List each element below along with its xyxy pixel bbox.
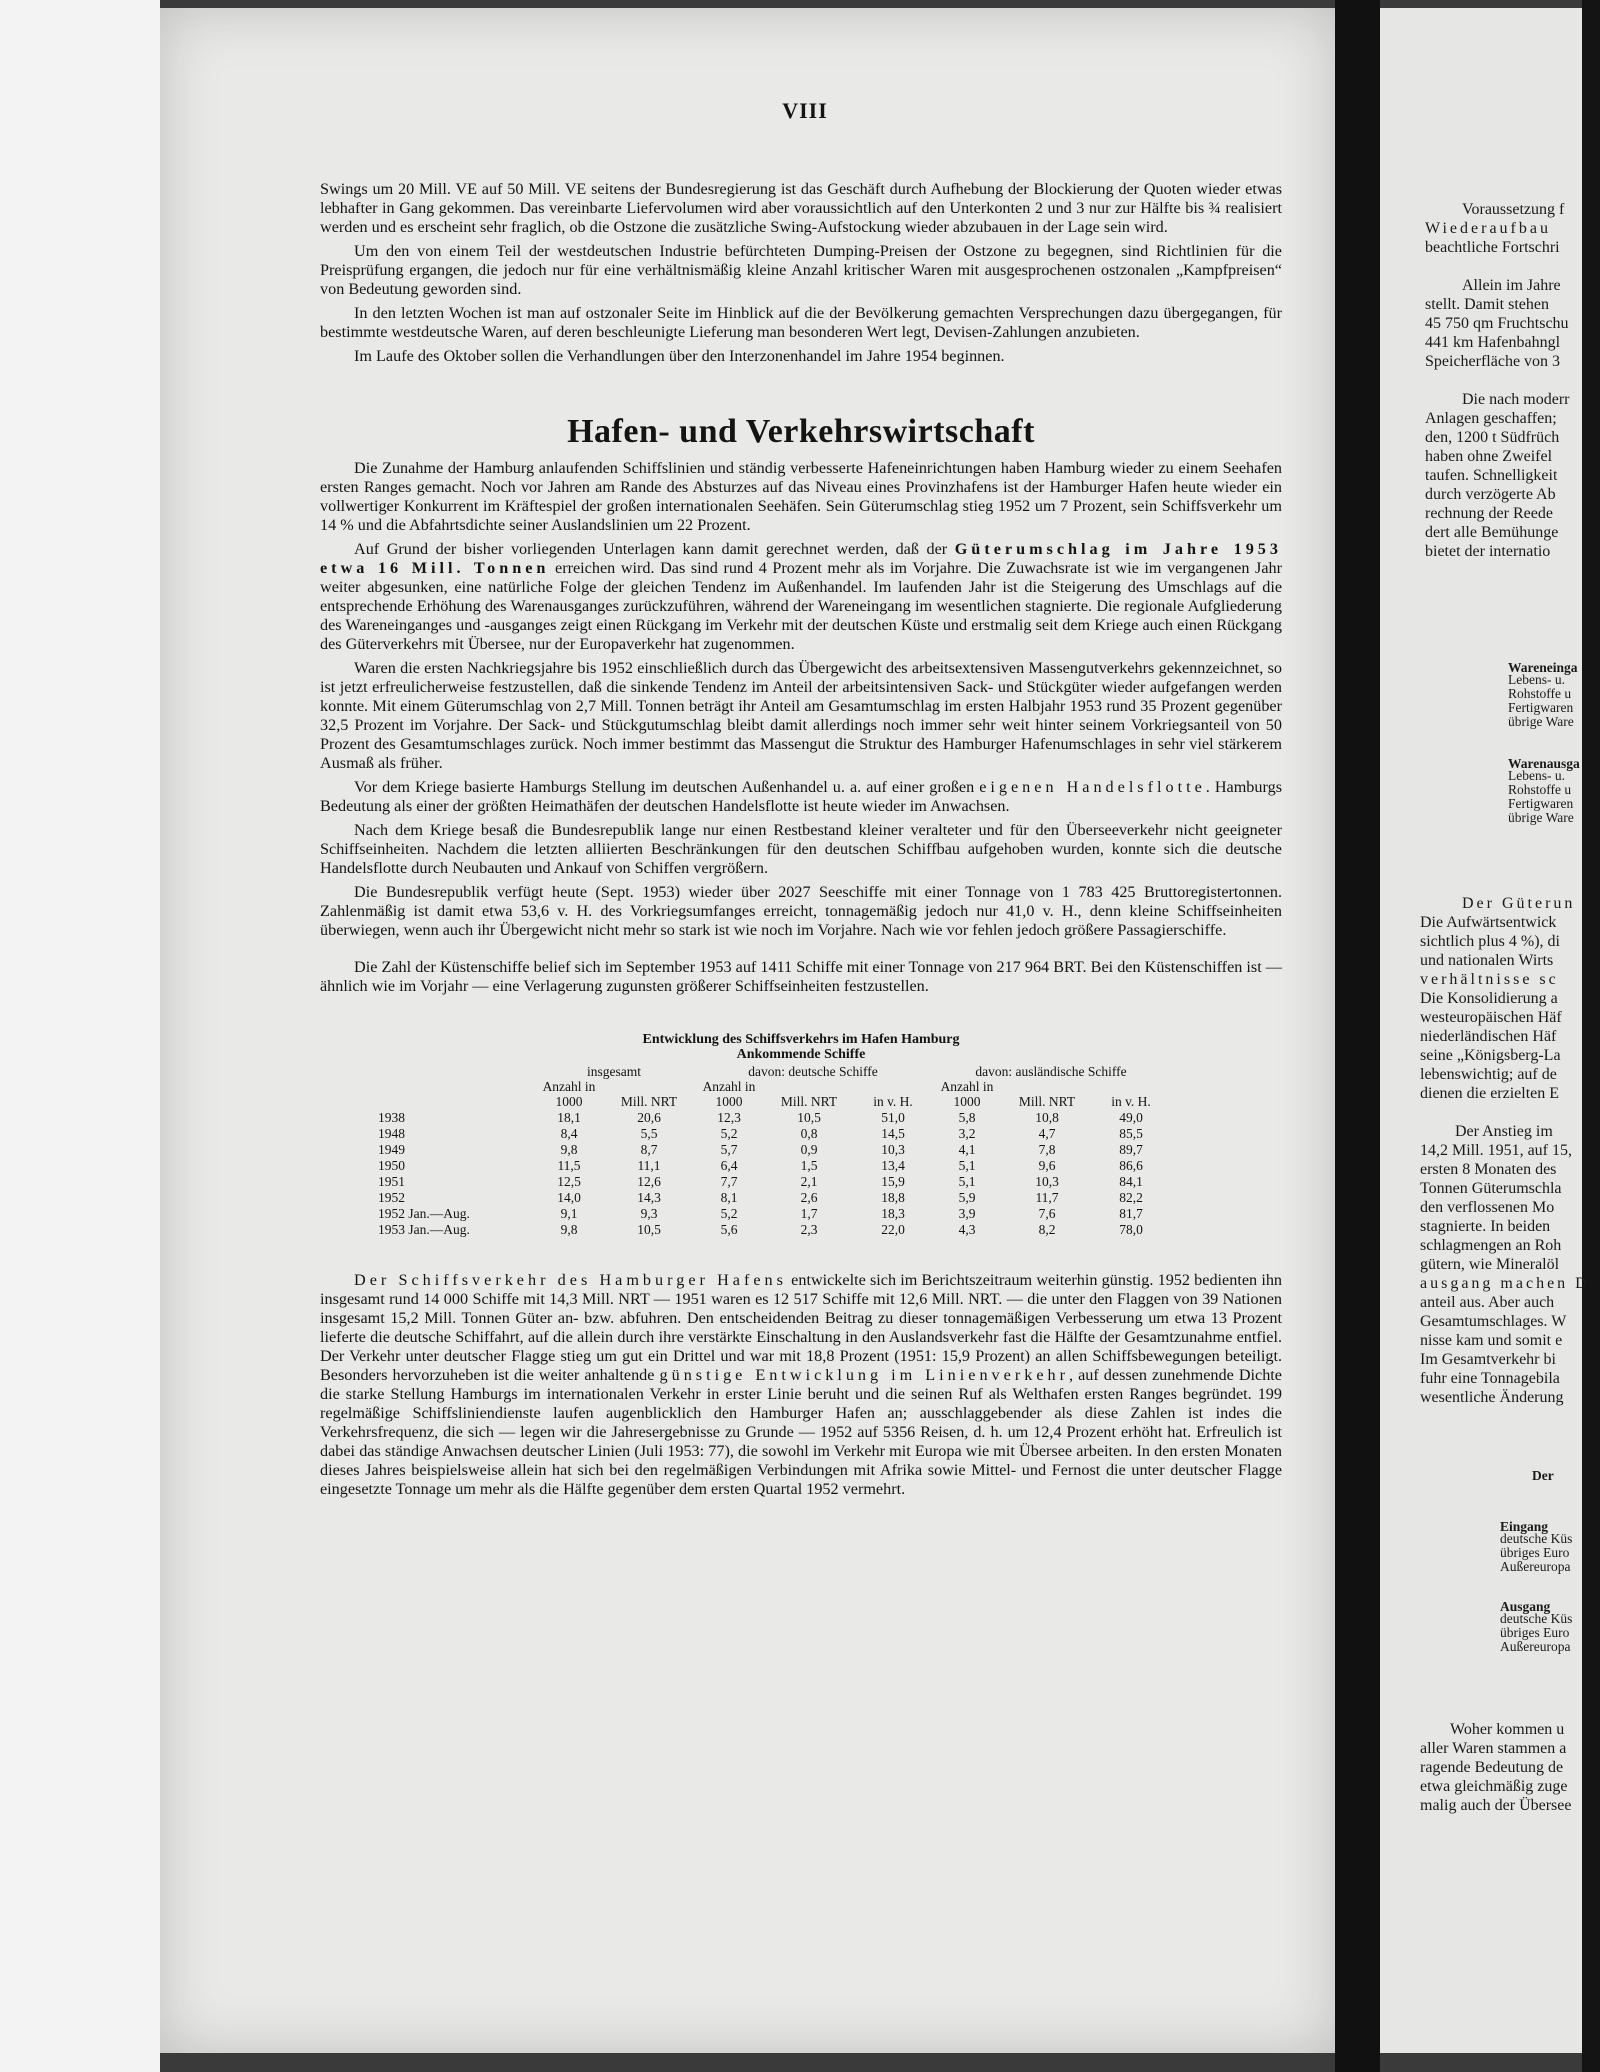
table-cell: 49,0 (1119, 1110, 1143, 1125)
right-line: Anlagen geschaffen; (1425, 410, 1557, 427)
paragraph-3: Waren die ersten Nachkriegsjahre bis 1952 einschließlich durch das Übergewicht des arbeitsextensiven Massengutverkehrs gekennzeichnet, so ist jetzt erfreulicherweise festzustellen, daß die sinkende Tendenz im Anteil der arbeitsintensiven Sack- und Stückgüter wieder aufgefangen werden konnte. Mit einem Güterumschlag von 2,7 Mill. Tonnen beträgt ihr Anteil am Gesamtumschlag im ersten Halbjahr 1953 rund 35 Prozent gegenüber 32,5 Prozent im Vorjahre. Der Sack- und Stückgutumschlag bleibt damit allerdings noch immer sehr weit hinter seinem Vorkriegsanteil von 50 Prozent des Gesamtumschlages zurück. Noch immer bestimmt das Massengut die Struktur des Hamburger Hafenumschlages in sehr viel stärkerem Ausmaß als früher. (320, 659, 1282, 772)
column-header: Mill. NRT (780, 1094, 838, 1109)
right-line: dienen die erzielten E (1420, 1085, 1560, 1102)
section-heading: Hafen- und Verkehrswirtschaft (567, 413, 1035, 450)
table-cell: 18,1 (557, 1110, 581, 1125)
table-cell: 7,8 (1038, 1142, 1056, 1157)
right-line: westeuropäischen Häf (1420, 1009, 1562, 1026)
column-header: Anzahl in 1000 (702, 1079, 756, 1109)
right-line: aller Waren stammen a (1420, 1740, 1567, 1757)
table-cell: 4,1 (958, 1142, 976, 1157)
right-line: Die nach moderr (1462, 391, 1570, 408)
paragraph-4: Vor dem Kriege basierte Hamburgs Stellung im deutschen Außenhandel u. a. auf einer großen eigenen Handelsflotte. Hamburgs Bedeutung als einer der größten Heimathäfen der deutschen Handelsflotte ist heute wieder im Anwachsen. (320, 778, 1282, 815)
page-number: VIII (782, 98, 828, 123)
table-row (378, 1205, 1170, 1221)
table-cell: 9,3 (640, 1206, 658, 1221)
right-line: seine „Königsberg-La (1420, 1047, 1561, 1064)
table-title: Entwicklung des Schiffsverkehrs im Hafen Hamburg (642, 1032, 960, 1047)
row-label: 1949 (378, 1142, 405, 1157)
emphasis-handelsflotte: eigenen Handelsflotte (979, 778, 1206, 796)
right-line: beachtliche Fortschri (1425, 239, 1560, 256)
row-label: 1953 Jan.—Aug. (378, 1222, 470, 1237)
table-cell: 85,5 (1119, 1126, 1143, 1141)
table-cell: 12,5 (557, 1174, 581, 1189)
table-cell: 9,6 (1038, 1158, 1056, 1173)
right-line: etwa gleichmäßig zuge (1420, 1778, 1568, 1795)
right-line: haben ohne Zweifel (1425, 448, 1553, 465)
table-cell: 22,0 (881, 1222, 905, 1237)
table-cell: 4,7 (1038, 1126, 1056, 1141)
emphasis-gueterumschlag: Güterumschlag im Jahre 1953 etwa 16 Mill. Tonnen (320, 540, 1282, 577)
paragraph-1: Die Zunahme der Hamburg anlaufenden Schiffslinien und ständig verbesserte Hafeneinrichtungen haben Hamburg wieder zu einem Seehafen ersten Ranges gemacht. Noch vor Jahren am Rande des Absturzes auf das Niveau eines Provinzhafens ist der Hamburger Hafen heute wieder ein vollwertiger Konkurrent im Kräftespiel der großen internationalen Seehäfen. Sein Güterumschlag stieg 1952 um 7 Prozent, sein Schiffsverkehr um 14 % und die Abfahrtsdichte seiner Auslandslinien um 22 Prozent. (320, 459, 1282, 534)
emphasis-linienverkehr: günstige Entwicklung im Linienverkehr (659, 1366, 1069, 1384)
table-cell: 3,2 (958, 1126, 976, 1141)
right-table-row: übrige Ware (1508, 714, 1574, 729)
table-cell: 8,7 (640, 1142, 658, 1157)
table-cell: 10,5 (637, 1222, 661, 1237)
paragraph-8: Der Schiffsverkehr des Hamburger Hafens entwickelte sich im Berichtszeitraum weiterhin günstig. 1952 bedienten ihn insgesamt rund 14 000 Schiffe mit 14,3 Mill. NRT — 1951 waren es 12 517 Schiffe mit 12,6 Mill. NRT. — die unter den Flaggen von 39 Nationen insgesamt 15,2 Mill. Tonnen Güter an- bzw. abfuhren. Den entscheidenden Beitrag zu dieser tonnagemäßigen Verbesserung um etwa 13 Prozent lieferte die deutsche Schiffahrt, auf die allein durch ihre verstärkte Einschaltung in den Auslandsverkehr fast die Hälfte der Gesamtzunahme entfiel. Der Verkehr unter deutscher Flagge stieg um gut ein Drittel und war mit 18,8 Prozent (1951: 15,9 Prozent) an allen Schiffsbewegungen beteiligt. Besonders hervorzuheben ist die weiter anhaltende günstige Entwicklung im Linienverkehr, auf dessen zunehmende Dichte die starke Stellung Hamburgs im internationalen Verkehr in erster Linie beruht und die seinen Ruf als Welthafen ersten Ranges begründet. 199 regelmäßige Schiffsliniendienste laufen augenblicklich den Hamburger Hafen an; ausschlaggebender als diese Zahlen ist indes die Verkehrsfrequenz, die sich — legen wir die Jahresergebnisse zu Grunde — 1952 auf 5356 Reisen, d. h. um 12,4 Prozent erhöht hat. Erfreulich ist dabei das ständige Anwachsen deutscher Linien (Juli 1953: 77), die sowohl im Verkehr mit Europa wie mit Übersee arbeiten. In den ersten Monaten dieses Jahres beispielsweise allein hat sich bei den regelmäßigen Verbindungen mit Afrika sowie Mittel- und Fernost die unter deutscher Flagge eingesetzte Tonnage um mehr als die Hälfte gegenüber dem ersten Quartal 1952 vermehrt. (320, 1271, 1283, 1498)
table-cell: 5,1 (958, 1158, 976, 1173)
table-cell: 11,1 (637, 1158, 661, 1173)
table-cell: 12,6 (637, 1174, 661, 1189)
intro-paragraph-2: Um den von einem Teil der westdeutschen Industrie befürchteten Dumping-Preisen der Ostzone zu begegnen, sind Richtlinien für die Preisprüfung ergangen, die jedoch nur für eine verhältnismäßig kleine Anzahl kritischer Waren mit ausgesprochenen ostzonalen „Kampfpreisen“ von Bedeutung geworden sind. (320, 242, 1282, 298)
right-line: Voraussetzung f (1462, 201, 1565, 218)
paragraph-7: Die Zahl der Küstenschiffe belief sich im September 1953 auf 1411 Schiffe mit einer Tonnage von 217 964 BRT. Bei den Küstenschiffen ist — ähnlich wie im Vorjahr — eine Verlagerung zugunsten größerer Schiffseinheiten festzustellen. (320, 958, 1282, 995)
column-header: Anzahl in 1000 (542, 1079, 596, 1109)
right-line: 14,2 Mill. 1951, auf 15, (1420, 1142, 1572, 1159)
right-line: dert alle Bemühunge (1425, 524, 1559, 541)
table-row (378, 1157, 1170, 1173)
right-line: Woher kommen u (1450, 1721, 1565, 1738)
table-cell: 11,7 (1035, 1190, 1059, 1205)
main-text-column (320, 180, 1282, 1499)
table-cell: 9,8 (560, 1142, 578, 1157)
table-cell: 5,8 (958, 1110, 976, 1125)
table-cell: 7,6 (1038, 1206, 1056, 1221)
right-table-row: Fertigwaren (1508, 700, 1574, 715)
right-table-heading: Ausgang (1500, 1599, 1551, 1614)
table-cell: 5,2 (720, 1206, 738, 1221)
intro-paragraph-3: In den letzten Wochen ist man auf ostzonaler Seite im Hinblick auf die der Bevölkerung gemachten Versprechungen dazu übergegangen, für bestimmte westdeutsche Waren, auf deren beschleunigte Lieferung man besonderen Wert legt, Devisen-Zahlungen anzubieten. (320, 304, 1282, 341)
right-line: Der Anstieg im (1455, 1123, 1553, 1140)
right-line: taufen. Schnelligkeit (1425, 467, 1558, 484)
table-cell: 8,1 (720, 1190, 738, 1205)
table-cell: 9,8 (560, 1222, 578, 1237)
table-cell: 5,5 (640, 1126, 658, 1141)
table-cell: 89,7 (1119, 1142, 1143, 1157)
table-cell: 86,6 (1119, 1158, 1143, 1173)
row-label: 1952 (378, 1190, 405, 1205)
table-cell: 5,6 (720, 1222, 738, 1237)
table-cell: 5,7 (720, 1142, 738, 1157)
table-row (378, 1125, 1170, 1141)
right-line: Die Aufwärtsentwick (1420, 914, 1557, 931)
table-cell: 81,7 (1119, 1206, 1143, 1221)
right-line: sichtlich plus 4 %), di (1420, 933, 1560, 950)
table-cell: 4,3 (958, 1222, 976, 1237)
right-line: wesentliche Änderung (1420, 1389, 1564, 1406)
table-cell: 11,5 (557, 1158, 581, 1173)
table-cell: 18,3 (881, 1206, 905, 1221)
right-table-row: übriges Euro (1500, 1625, 1570, 1640)
row-label: 1938 (378, 1110, 405, 1125)
table-cell: 14,3 (637, 1190, 661, 1205)
right-line: anteil aus. Aber auch (1420, 1294, 1555, 1311)
table-row (378, 1189, 1170, 1205)
table-row (378, 1221, 1170, 1237)
right-line: den verflossenen Mo (1420, 1199, 1555, 1216)
right-line: 45 750 qm Fruchtschu (1425, 315, 1569, 332)
right-line: Im Gesamtverkehr bi (1420, 1351, 1556, 1368)
table-cell: 0,9 (800, 1142, 818, 1157)
right-table-heading: Warenausga (1508, 756, 1580, 771)
right-line: niederländischen Häf (1420, 1028, 1557, 1045)
table-cell: 82,2 (1119, 1190, 1143, 1205)
right-line: Der Güterun (1462, 895, 1576, 912)
table-row (378, 1109, 1170, 1125)
table-cell: 13,4 (881, 1158, 905, 1173)
group-header-total: insgesamt (587, 1064, 641, 1079)
right-line: stagnierte. In beiden (1420, 1218, 1551, 1235)
right-line: ragende Bedeutung de (1420, 1759, 1564, 1776)
book-gutter (1335, 0, 1380, 2072)
table-cell: 10,3 (881, 1142, 905, 1157)
table-cell: 5,1 (958, 1174, 976, 1189)
group-header-foreign: davon: ausländische Schiffe (975, 1064, 1127, 1079)
right-line: ersten 8 Monaten des (1420, 1161, 1557, 1178)
table-cell: 20,6 (637, 1110, 661, 1125)
statistics-table (320, 1032, 1282, 1237)
table-cell: 6,4 (720, 1158, 738, 1173)
table-cell: 8,4 (560, 1126, 578, 1141)
right-line: den, 1200 t Südfrüch (1425, 429, 1560, 446)
right-line: Gesamtumschlages. W (1420, 1313, 1567, 1330)
table-cell: 2,6 (800, 1190, 818, 1205)
column-header: Mill. NRT (1018, 1094, 1076, 1109)
right-line: malig auch der Übersee (1420, 1797, 1572, 1814)
right-line: rechnung der Reede (1425, 505, 1553, 522)
column-header: Mill. NRT (620, 1094, 678, 1109)
table-cell: 8,2 (1038, 1222, 1056, 1237)
table-row (378, 1141, 1170, 1157)
table-cell: 2,1 (800, 1174, 818, 1189)
table-cell: 51,0 (881, 1110, 905, 1125)
right-table-row: Außereuropa (1500, 1639, 1571, 1654)
table-cell: 5,2 (720, 1126, 738, 1141)
right-table-row: Lebens- u. (1508, 768, 1565, 783)
table-cell: 10,5 (797, 1110, 821, 1125)
right-line: ausgang machen D (1420, 1275, 1590, 1292)
right-table-row: Fertigwaren (1508, 796, 1574, 811)
ship-traffic-table (378, 1064, 1170, 1237)
right-table-row: Rohstoffe u (1508, 782, 1572, 797)
table-cell: 78,0 (1119, 1222, 1143, 1237)
column-header: Anzahl in 1000 (940, 1079, 994, 1109)
right-line: Wiederaufbau (1425, 220, 1551, 237)
table-cell: 2,3 (800, 1222, 818, 1237)
right-table-row: deutsche Küs (1500, 1531, 1573, 1546)
column-header: in v. H. (873, 1094, 913, 1109)
table-cell: 0,8 (800, 1126, 818, 1141)
table-cell: 3,9 (958, 1206, 976, 1221)
right-line: gütern, wie Mineralöl (1420, 1256, 1560, 1273)
table-cell: 10,8 (1035, 1110, 1059, 1125)
right-line: durch verzögerte Ab (1425, 486, 1556, 503)
paragraph-2: Auf Grund der bisher vorliegenden Unterlagen kann damit gerechnet werden, daß der Güterumschlag im Jahre 1953 etwa 16 Mill. Tonnen erreichen wird. Das sind rund 4 Prozent mehr als im Vorjahre. Die Zuwachsrate ist wie im vergangenen Jahr weiter abgesunken, eine natürliche Folge der gleichen Tendenz im Außenhandel. Im laufenden Jahr ist die Steigerung des Umschlags auf die entsprechende Erhöhung des Warenausganges zurückzuführen, während der Wareneingang im wesentlichen stagnierte. Die regionale Aufgliederung des Wareneinganges und -ausganges zeigt einen Rückgang im Verkehr mit der deutschen Küste und erstmalig seit dem Kriege auch einen Rückgang des Güterverkehrs mit Übersee, nur der Europaverkehr hat zugenommen. (320, 540, 1282, 653)
right-table-row: deutsche Küs (1500, 1611, 1573, 1626)
right-table-row: übriges Euro (1500, 1545, 1570, 1560)
right-line: und nationalen Wirts (1420, 952, 1554, 969)
right-table-row: Rohstoffe u (1508, 686, 1572, 701)
table-cell: 12,3 (717, 1110, 741, 1125)
paragraph-5: Nach dem Kriege besaß die Bundesrepublik lange nur einen Restbestand kleiner veralteter und für den Überseeverkehr nicht geeigneter Schiffseinheiten. Nachdem die letzten alliierten Beschränkungen für den deutschen Schiffbau aufgehoben wurden, konnte sich die deutsche Handelsflotte durch Neubauten und Ankauf von Schiffen vergrößern. (320, 821, 1282, 877)
right-line: Die Konsolidierung a (1420, 990, 1558, 1007)
table-cell: 1,5 (800, 1158, 818, 1173)
table-cell: 7,7 (720, 1174, 738, 1189)
right-table-heading: Eingang (1500, 1519, 1549, 1534)
table-subtitle: Ankommende Schiffe (736, 1047, 866, 1062)
right-line: stellt. Damit stehen (1425, 296, 1549, 313)
row-label: 1952 Jan.—Aug. (378, 1206, 470, 1221)
table-cell: 14,5 (881, 1126, 905, 1141)
right-line: Tonnen Güterumschla (1420, 1180, 1562, 1197)
emphasis-schiffsverkehr: Der Schiffsverkehr des Hamburger Hafens (354, 1271, 787, 1289)
right-line: lebenswichtig; auf de (1420, 1066, 1557, 1083)
right-line: Speicherfläche von 3 (1425, 353, 1561, 370)
group-header-german: davon: deutsche Schiffe (748, 1064, 878, 1079)
right-table-row: übrige Ware (1508, 810, 1574, 825)
right-table-heading: Wareneinga (1508, 660, 1578, 675)
right-line: Allein im Jahre (1462, 277, 1561, 294)
row-label: 1950 (378, 1158, 405, 1173)
table-cell: 18,8 (881, 1190, 905, 1205)
right-line: nisse kam und somit e (1420, 1332, 1563, 1349)
right-line: verhältnisse sc (1420, 971, 1559, 988)
table-cell: 1,7 (800, 1206, 818, 1221)
table-cell: 5,9 (958, 1190, 976, 1205)
scan-right-edge (1582, 0, 1600, 2072)
table-row (378, 1173, 1170, 1189)
table-cell: 10,3 (1035, 1174, 1059, 1189)
right-line: fuhr eine Tonnagebila (1420, 1370, 1560, 1387)
row-label: 1948 (378, 1126, 405, 1141)
right-table-heading: Der (1532, 1468, 1554, 1483)
right-table-row: Lebens- u. (1508, 672, 1565, 687)
right-line: 441 km Hafenbahngl (1425, 334, 1561, 351)
table-cell: 84,1 (1119, 1174, 1143, 1189)
scan-left-margin (0, 0, 160, 2072)
table-cell: 15,9 (881, 1174, 905, 1189)
right-line: schlagmengen an Roh (1420, 1237, 1562, 1254)
right-line: bietet der internatio (1425, 543, 1551, 560)
paragraph-6: Die Bundesrepublik verfügt heute (Sept. 1953) wieder über 2027 Seeschiffe mit einer Tonnage von 1 783 425 Bruttoregistertonnen. Zahlenmäßig ist damit etwa 53,6 v. H. des Vorkriegsumfanges erreicht, tonnagemäßig jedoch nur 41,0 v. H., denn kleine Schiffseinheiten überwiegen, wenn auch ihr Übergewicht nicht mehr so stark ist wie noch im Vorjahre. Nach wie vor fehlen jedoch größere Passagierschiffe. (320, 883, 1282, 939)
table-cell: 9,1 (560, 1206, 578, 1221)
intro-paragraph-4: Im Laufe des Oktober sollen die Verhandlungen über den Interzonenhandel im Jahre 1954 beginnen. (354, 347, 1005, 365)
row-label: 1951 (378, 1174, 405, 1189)
table-cell: 14,0 (557, 1190, 581, 1205)
right-table-row: Außereuropa (1500, 1559, 1571, 1574)
intro-paragraph-1: Swings um 20 Mill. VE auf 50 Mill. VE seitens der Bundesregierung ist das Geschäft durch Aufhebung der Blockierung der Quoten wieder etwas lebhafter in Gang gekommen. Das vereinbarte Liefervolumen wird aber voraussichtlich auf den Unterkonten 2 und 3 nur zur Hälfte bis ¾ realisiert werden und es erscheint sehr fraglich, ob die Ostzone die zusätzliche Swing-Aufstockung wieder abzubauen in der Lage sein wird. (320, 180, 1282, 236)
column-header: in v. H. (1111, 1094, 1151, 1109)
